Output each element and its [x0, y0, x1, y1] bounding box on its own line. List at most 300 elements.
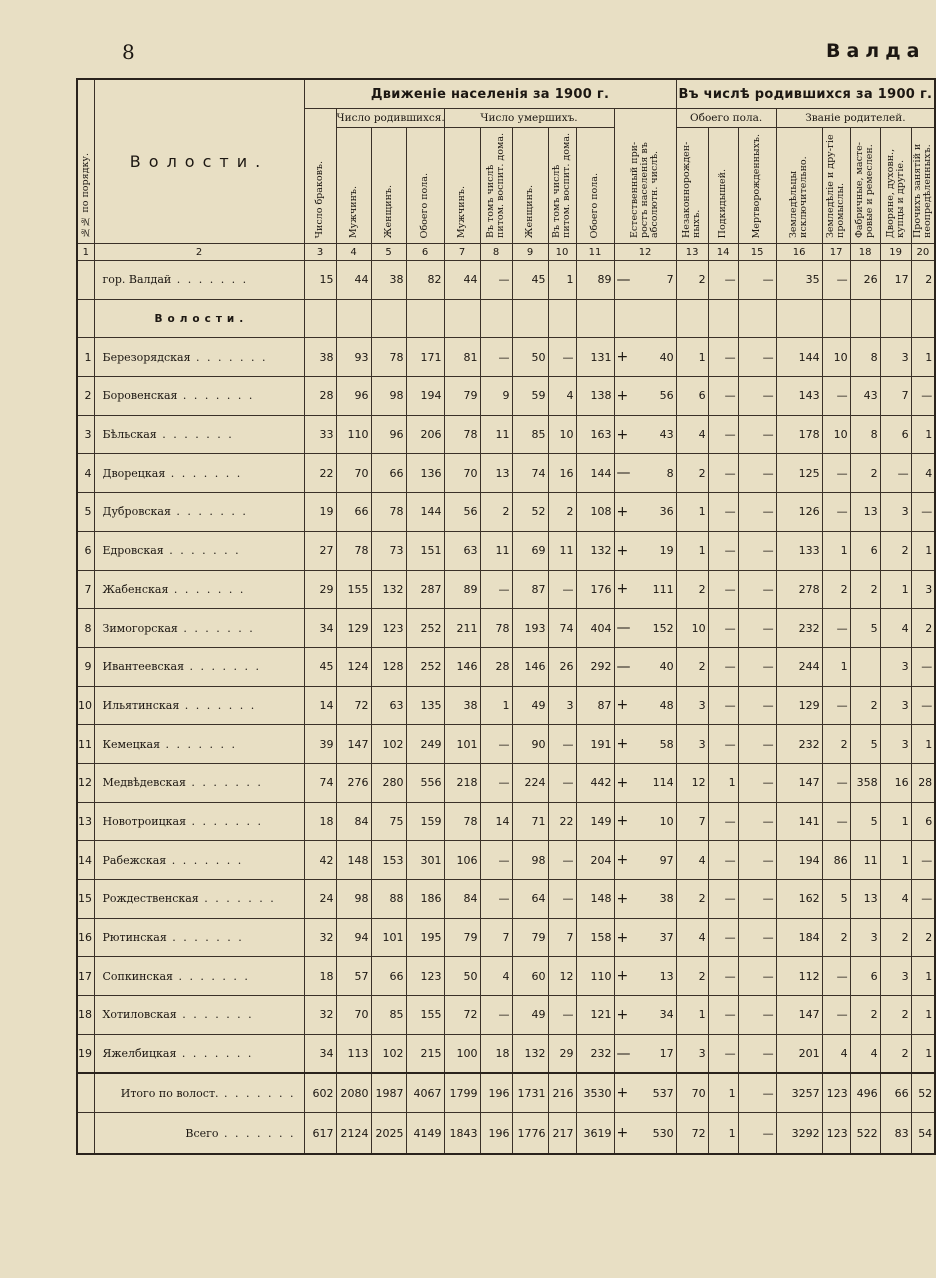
cell-value: 18 — [480, 1034, 512, 1073]
cell-value: 10 — [822, 415, 850, 454]
empty-cell — [676, 299, 708, 338]
cell-value: 93 — [336, 338, 371, 377]
cell-value: — — [708, 493, 738, 532]
cell-value: 8 — [632, 454, 676, 493]
cell-value: 56 — [632, 377, 676, 416]
cell-value: 4149 — [406, 1113, 444, 1155]
cell-value: 232 — [776, 609, 822, 648]
cell-value: — — [708, 647, 738, 686]
leader-dots: . . . . . . . — [170, 505, 248, 519]
cell-value: 2 — [676, 454, 708, 493]
col-number: 3 — [304, 244, 336, 261]
row-index: 5 — [77, 493, 94, 532]
cell-value: 64 — [512, 880, 548, 919]
cell-value: — — [708, 377, 738, 416]
cell-value: 1 — [548, 261, 576, 300]
row-label: Рабежская — [102, 853, 167, 867]
cell-value: — — [822, 802, 850, 841]
empty-cell — [708, 299, 738, 338]
row-label-cell — [94, 647, 304, 686]
cell-value: 85 — [512, 415, 548, 454]
cell-value: 147 — [776, 763, 822, 802]
cell-value: 79 — [444, 918, 480, 957]
volost-row — [77, 338, 935, 377]
cell-value: — — [738, 338, 776, 377]
cell-value: 78 — [480, 609, 512, 648]
cell-value: 83 — [880, 1113, 911, 1155]
cell-value: 301 — [406, 841, 444, 880]
growth-sign: — — [614, 647, 632, 686]
growth-sign: + — [614, 377, 632, 416]
running-title: Валда — [826, 40, 926, 62]
cell-value: — — [708, 880, 738, 919]
empty-cell — [738, 299, 776, 338]
row-label: Итого по волост. — [120, 1086, 219, 1100]
cell-value: 1 — [911, 338, 935, 377]
cell-value: 71 — [512, 802, 548, 841]
leader-dots: . . . . . . . — [160, 737, 237, 751]
cell-value: 32 — [304, 918, 336, 957]
cell-value: 404 — [576, 609, 614, 648]
volost-row — [77, 957, 935, 996]
cell-value: 149 — [576, 802, 614, 841]
cell-value: 38 — [304, 338, 336, 377]
growth-sign: + — [614, 493, 632, 532]
cell-value: — — [480, 763, 512, 802]
cell-value: 2 — [911, 918, 935, 957]
cell-value: — — [480, 880, 512, 919]
cell-value: 87 — [576, 686, 614, 725]
row-label: Рютинская — [102, 931, 167, 945]
col-number: 8 — [480, 244, 512, 261]
volost-row — [77, 880, 935, 919]
cell-value: 556 — [406, 763, 444, 802]
cell-value: — — [911, 377, 935, 416]
cell-value: — — [822, 493, 850, 532]
cell-value: — — [738, 493, 776, 532]
cell-value: 13 — [632, 957, 676, 996]
cell-value: 6 — [850, 531, 880, 570]
cell-value: 123 — [822, 1073, 850, 1113]
cell-value: — — [822, 763, 850, 802]
cell-value: 10 — [548, 415, 576, 454]
cell-value: 69 — [512, 531, 548, 570]
cell-value: — — [480, 725, 512, 764]
col-number: 16 — [776, 244, 822, 261]
cell-value: — — [708, 261, 738, 300]
cell-value: — — [738, 647, 776, 686]
cell-value: 7 — [548, 918, 576, 957]
col-number: 20 — [911, 244, 935, 261]
cell-value: 24 — [304, 880, 336, 919]
cell-value: 18 — [304, 802, 336, 841]
cell-value: 3 — [880, 957, 911, 996]
cell-value: — — [822, 261, 850, 300]
growth-sign: + — [614, 686, 632, 725]
cell-value: — — [708, 957, 738, 996]
cell-value: 617 — [304, 1113, 336, 1155]
cell-value: 19 — [632, 531, 676, 570]
empty-cell — [512, 299, 548, 338]
cell-value: 292 — [576, 647, 614, 686]
cell-value: — — [708, 415, 738, 454]
col-number: 6 — [406, 244, 444, 261]
row-label-cell — [94, 918, 304, 957]
empty-cell — [632, 299, 676, 338]
cell-value: 144 — [776, 338, 822, 377]
col-header-farmers-trades: Земледѣліе и дру-гіе промыслы. — [822, 128, 850, 244]
empty-cell — [336, 299, 371, 338]
cell-value: 50 — [512, 338, 548, 377]
col-header-deaths-female: Женщинъ. — [512, 128, 548, 244]
cell-value: 123 — [822, 1113, 850, 1155]
cell-value: 108 — [576, 493, 614, 532]
cell-value: 196 — [480, 1113, 512, 1155]
cell-value: 98 — [336, 880, 371, 919]
cell-value: 66 — [336, 493, 371, 532]
cell-value: — — [738, 415, 776, 454]
cell-value: 1 — [911, 996, 935, 1035]
cell-value: 2 — [676, 570, 708, 609]
growth-sign: + — [614, 802, 632, 841]
col-header-births-both: Обоего пола. — [406, 128, 444, 244]
cell-value: 34 — [304, 1034, 336, 1073]
cell-value: 252 — [406, 647, 444, 686]
row-index: 16 — [77, 918, 94, 957]
growth-sign: — — [614, 261, 632, 300]
subheading-row — [77, 299, 935, 338]
row-index: 10 — [77, 686, 94, 725]
cell-value: 110 — [576, 957, 614, 996]
cell-value: 1 — [708, 763, 738, 802]
cell-value: 57 — [336, 957, 371, 996]
row-label: Ильятинская — [102, 698, 180, 712]
cell-value: 4067 — [406, 1073, 444, 1113]
cell-value: 78 — [444, 415, 480, 454]
cell-value: 59 — [512, 377, 548, 416]
col-header-deaths-male-foundlings: Въ томъ числѣ питом. воспит. дома. — [480, 128, 512, 244]
leader-dots: . . . . . . . — [198, 892, 276, 906]
cell-value: — — [738, 725, 776, 764]
cell-value: 94 — [336, 918, 371, 957]
cell-value: 3292 — [776, 1113, 822, 1155]
cell-value: 114 — [632, 763, 676, 802]
cell-value: — — [738, 1113, 776, 1155]
cell-value: — — [738, 1073, 776, 1113]
cell-value: 35 — [776, 261, 822, 300]
cell-value: 1 — [676, 338, 708, 377]
cell-value: 163 — [576, 415, 614, 454]
cell-value: — — [708, 802, 738, 841]
cell-value: 84 — [336, 802, 371, 841]
cell-value: — — [738, 454, 776, 493]
cell-value: — — [480, 996, 512, 1035]
cell-value: — — [822, 377, 850, 416]
cell-value: 17 — [632, 1034, 676, 1073]
col-number: 18 — [850, 244, 880, 261]
cell-value: 12 — [548, 957, 576, 996]
col-header-volost: Волости. — [94, 79, 304, 244]
cell-value: 2 — [676, 647, 708, 686]
cell-value: 28 — [911, 763, 935, 802]
cell-value: 78 — [444, 802, 480, 841]
cell-value: — — [708, 531, 738, 570]
row-label: Всего — [185, 1126, 219, 1140]
cell-value: 3 — [548, 686, 576, 725]
cell-value: 27 — [304, 531, 336, 570]
cell-value: 194 — [776, 841, 822, 880]
col-number: 19 — [880, 244, 911, 261]
cell-value: 4 — [676, 415, 708, 454]
cell-value: 52 — [911, 1073, 935, 1113]
empty-cell — [304, 299, 336, 338]
cell-value: — — [480, 338, 512, 377]
cell-value: 2 — [676, 261, 708, 300]
empty-cell — [822, 299, 850, 338]
cell-value: 155 — [336, 570, 371, 609]
leader-dots: . . . . . . . — [176, 1008, 254, 1022]
cell-value: 45 — [512, 261, 548, 300]
cell-value: 10 — [676, 609, 708, 648]
subgroup-parents: Званіе родителей. — [776, 109, 935, 128]
cell-value: — — [880, 454, 911, 493]
cell-value: 33 — [304, 415, 336, 454]
cell-value: 3 — [880, 725, 911, 764]
cell-value: 11 — [548, 531, 576, 570]
cell-value: 6 — [676, 377, 708, 416]
cell-value: 2 — [880, 531, 911, 570]
cell-value: 135 — [406, 686, 444, 725]
cell-value: 44 — [336, 261, 371, 300]
row-index: 7 — [77, 570, 94, 609]
cell-value: 1 — [708, 1073, 738, 1113]
col-header-deaths-female-foundlings: Въ томъ числѣ питом. воспит. дома. — [548, 128, 576, 244]
cell-value: 50 — [444, 957, 480, 996]
cell-value: 195 — [406, 918, 444, 957]
col-header-factory: Фабричные, масте-ровые и ремеслен. — [850, 128, 880, 244]
empty-cell — [444, 299, 480, 338]
cell-value: 14 — [480, 802, 512, 841]
col-number: 2 — [94, 244, 304, 261]
row-label-cell — [94, 454, 304, 493]
growth-sign: + — [614, 880, 632, 919]
cell-value: 216 — [548, 1073, 576, 1113]
cell-value: 112 — [776, 957, 822, 996]
cell-value: 2080 — [336, 1073, 371, 1113]
cell-value: 522 — [850, 1113, 880, 1155]
row-index: 9 — [77, 647, 94, 686]
row-label: Хотиловская — [102, 1008, 177, 1022]
row-label-cell — [94, 338, 304, 377]
growth-sign: + — [614, 918, 632, 957]
cell-value: 98 — [512, 841, 548, 880]
leader-dots: . . . . . . . — [177, 389, 255, 403]
cell-value: — — [548, 570, 576, 609]
cell-value: 1 — [911, 531, 935, 570]
row-label: Сопкинская — [102, 969, 173, 983]
cell-value: 1 — [822, 647, 850, 686]
cell-value: 9 — [480, 377, 512, 416]
cell-value: 63 — [371, 686, 406, 725]
cell-value: 2 — [480, 493, 512, 532]
cell-value: — — [708, 609, 738, 648]
cell-value: 129 — [336, 609, 371, 648]
cell-value: 40 — [632, 338, 676, 377]
row-index — [77, 261, 94, 300]
growth-sign: + — [614, 338, 632, 377]
cell-value: 34 — [632, 996, 676, 1035]
cell-value: 224 — [512, 763, 548, 802]
row-label: Дубровская — [102, 505, 171, 519]
row-index — [77, 299, 94, 338]
cell-value: 146 — [444, 647, 480, 686]
empty-cell — [911, 299, 935, 338]
col-header-natural-growth: Естественный при-ростъ населенія въ абсолютн. числѣ. — [614, 109, 676, 244]
group-title-born: Въ числѣ родившихся за 1900 г. — [676, 79, 935, 109]
cell-value: — — [911, 493, 935, 532]
cell-value: 2 — [676, 957, 708, 996]
leader-dots: . . . . . . . — [190, 350, 268, 364]
row-label: Боровенская — [102, 389, 178, 403]
cell-value: 8 — [850, 415, 880, 454]
cell-value: 1 — [880, 570, 911, 609]
cell-value: 28 — [304, 377, 336, 416]
leader-dots: . . . . . . . — [163, 544, 241, 558]
row-label-cell — [94, 261, 304, 300]
page-number: 8 — [122, 40, 135, 64]
cell-value: 73 — [371, 531, 406, 570]
cell-value: 2 — [548, 493, 576, 532]
cell-value: — — [548, 338, 576, 377]
cell-value: 29 — [548, 1034, 576, 1073]
cell-value: 186 — [406, 880, 444, 919]
col-number: 14 — [708, 244, 738, 261]
cell-value: 74 — [512, 454, 548, 493]
cell-value: — — [738, 841, 776, 880]
city-row — [77, 261, 935, 300]
empty-cell — [850, 299, 880, 338]
leader-dots: . . . . . . . — [166, 853, 244, 867]
cell-value: — — [708, 1034, 738, 1073]
cell-value: 249 — [406, 725, 444, 764]
cell-value: 45 — [304, 647, 336, 686]
col-number: 4 — [336, 244, 371, 261]
cell-value: 16 — [880, 763, 911, 802]
cell-value: 5 — [850, 609, 880, 648]
group-title-movement: Движеніе населенія за 1900 г. — [304, 79, 676, 109]
col-number: 7 — [444, 244, 480, 261]
cell-value: 60 — [512, 957, 548, 996]
cell-value: 1799 — [444, 1073, 480, 1113]
cell-value: — — [708, 454, 738, 493]
col-header-illegitimate: Незаконнорожден-ныхъ. — [676, 128, 708, 244]
cell-value: 2 — [822, 570, 850, 609]
cell-value: 34 — [304, 609, 336, 648]
cell-value: 49 — [512, 686, 548, 725]
cell-value: 191 — [576, 725, 614, 764]
cell-value: 602 — [304, 1073, 336, 1113]
row-index: 17 — [77, 957, 94, 996]
cell-value: 442 — [576, 763, 614, 802]
cell-value: 136 — [406, 454, 444, 493]
cell-value: 89 — [444, 570, 480, 609]
cell-value: 70 — [336, 454, 371, 493]
col-header-index: №№ по порядку. — [77, 79, 94, 244]
cell-value: — — [911, 647, 935, 686]
cell-value: 7 — [632, 261, 676, 300]
cell-value: 84 — [444, 880, 480, 919]
cell-value: 184 — [776, 918, 822, 957]
volost-row — [77, 609, 935, 648]
row-label-cell — [94, 841, 304, 880]
cell-value: 38 — [632, 880, 676, 919]
row-label-cell — [94, 725, 304, 764]
row-label: Едровская — [102, 544, 164, 558]
cell-value: — — [911, 880, 935, 919]
cell-value: 3 — [880, 686, 911, 725]
cell-value: 38 — [371, 261, 406, 300]
row-index: 2 — [77, 377, 94, 416]
cell-value: 152 — [632, 609, 676, 648]
col-number: 1 — [77, 244, 94, 261]
leader-dots: . . . . . . . — [176, 1047, 254, 1061]
cell-value: 5 — [850, 802, 880, 841]
row-index: 4 — [77, 454, 94, 493]
cell-value: 138 — [576, 377, 614, 416]
empty-cell — [406, 299, 444, 338]
cell-value: 4 — [480, 957, 512, 996]
cell-value: 1731 — [512, 1073, 548, 1113]
cell-value: 66 — [371, 957, 406, 996]
cell-value: 85 — [371, 996, 406, 1035]
cell-value: 6 — [911, 802, 935, 841]
cell-value: — — [911, 841, 935, 880]
cell-value: 148 — [336, 841, 371, 880]
cell-value: 1 — [676, 996, 708, 1035]
cell-value: 70 — [444, 454, 480, 493]
leader-dots: . . . . . . . — [186, 814, 264, 828]
row-label: Жабенская — [102, 582, 169, 596]
cell-value: 215 — [406, 1034, 444, 1073]
row-label-cell — [94, 570, 304, 609]
growth-sign: + — [614, 763, 632, 802]
growth-sign: + — [614, 1113, 632, 1155]
empty-cell — [880, 299, 911, 338]
cell-value: 106 — [444, 841, 480, 880]
leader-dots: . . . . . . . — [177, 621, 255, 635]
cell-value: 72 — [676, 1113, 708, 1155]
volost-row — [77, 841, 935, 880]
row-label-cell — [94, 996, 304, 1035]
cell-value: — — [738, 880, 776, 919]
cell-value: 13 — [850, 493, 880, 532]
cell-value: 102 — [371, 725, 406, 764]
cell-value: 18 — [304, 957, 336, 996]
cell-value: 3 — [676, 725, 708, 764]
cell-value: — — [822, 609, 850, 648]
cell-value: 3257 — [776, 1073, 822, 1113]
cell-value: 128 — [371, 647, 406, 686]
cell-value: 194 — [406, 377, 444, 416]
empty-cell — [480, 299, 512, 338]
leader-dots: . . . . . . . — [156, 428, 234, 442]
cell-value: — — [708, 338, 738, 377]
leader-dots: . . . . . . . — [185, 776, 263, 790]
col-header-births-male: Мужчинъ. — [336, 128, 371, 244]
total-row — [77, 1073, 935, 1113]
cell-value: 252 — [406, 609, 444, 648]
cell-value: 52 — [512, 493, 548, 532]
